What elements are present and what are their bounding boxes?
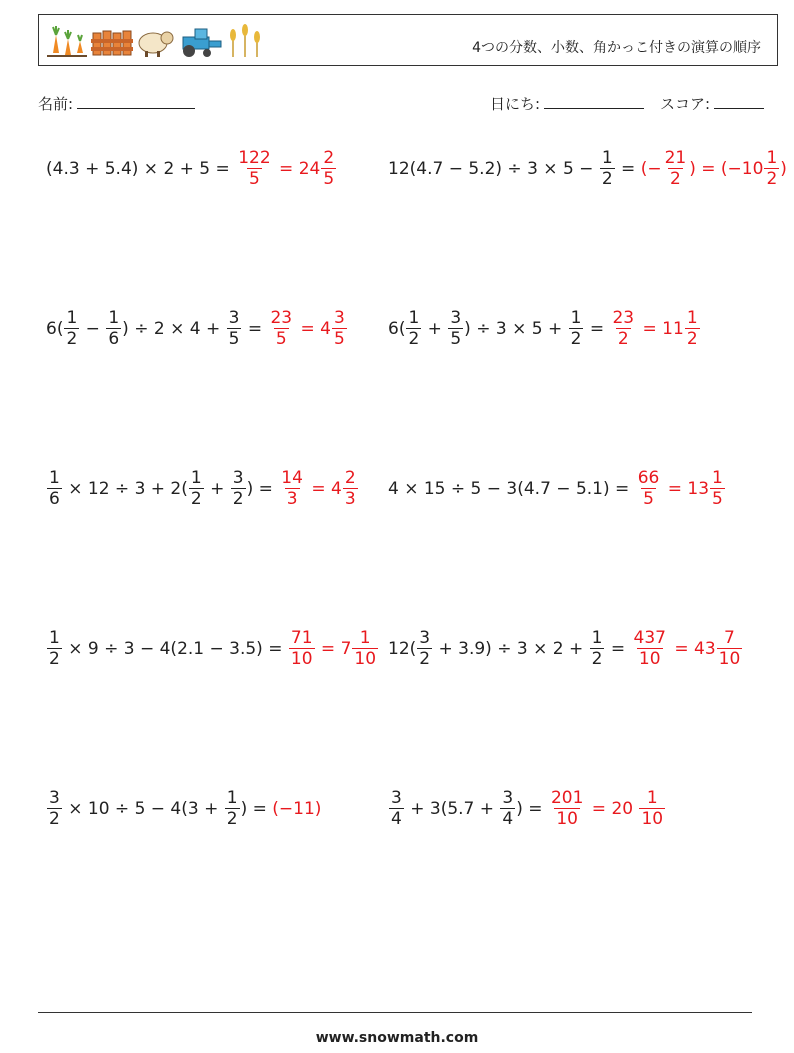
problem-p4: [388, 308, 701, 349]
denominator: 2: [49, 649, 60, 669]
fence-icon: [91, 31, 133, 55]
numerator: 21: [664, 148, 687, 168]
denominator: 2: [591, 649, 603, 669]
numerator: 66: [637, 468, 660, 488]
numerator: 201: [550, 788, 584, 808]
numerator: 3: [502, 788, 514, 808]
answer-fraction: [610, 308, 636, 349]
expression-text: ) ÷ 3 × 5 +: [464, 318, 568, 339]
problem-p5: [46, 468, 359, 509]
denominator: 2: [419, 649, 431, 669]
denominator: 10: [638, 649, 661, 669]
answer-text: = 7: [315, 638, 352, 659]
problem-p2: [388, 148, 787, 189]
answer-fraction: [685, 308, 700, 349]
denominator: 6: [49, 489, 60, 509]
fraction: [417, 628, 432, 669]
numerator: 437: [633, 628, 666, 648]
answer-fraction: [549, 788, 585, 829]
fraction: [448, 308, 463, 349]
numerator: 1: [570, 308, 582, 328]
denominator: 2: [49, 809, 60, 829]
denominator: 2: [232, 489, 244, 509]
expression-text: 12(: [388, 638, 417, 659]
numerator: 2: [323, 148, 335, 168]
answer-fraction: [710, 468, 725, 509]
numerator: 14: [281, 468, 303, 488]
denominator: 2: [190, 489, 202, 509]
answer-text: = 13: [662, 478, 710, 499]
denominator: 2: [766, 169, 778, 189]
fraction: [389, 788, 404, 829]
answer-text: = 11: [637, 318, 684, 339]
fraction: [500, 788, 515, 829]
expression-text: 4 × 15 ÷ 5 − 3(4.7 − 5.1) =: [388, 478, 635, 499]
problem-p8: [388, 628, 743, 669]
fraction: [47, 468, 62, 509]
numerator: 7: [724, 628, 735, 648]
fraction: [406, 308, 421, 349]
denominator: 5: [249, 169, 260, 189]
expression-text: +: [204, 478, 230, 499]
problem-p9: [46, 788, 321, 829]
fraction: [47, 628, 62, 669]
carrots-icon: [47, 26, 87, 56]
expression-text: 6(: [46, 318, 64, 339]
fraction: [600, 148, 615, 189]
expression-text: ) =: [246, 478, 279, 499]
score-blank[interactable]: [714, 94, 764, 109]
fraction: [189, 468, 204, 509]
expression-text: +: [422, 318, 448, 339]
answer-fraction: [764, 148, 779, 189]
expression-text: ) =: [516, 798, 548, 819]
denominator: 2: [601, 169, 613, 189]
expression-text: =: [242, 318, 268, 339]
numerator: 1: [712, 468, 723, 488]
answer-fraction: [268, 308, 294, 349]
expression-text: 6(: [388, 318, 406, 339]
problem-p3: [46, 308, 348, 349]
expression-text: + 3(5.7 +: [404, 798, 500, 819]
denominator: 5: [275, 329, 287, 349]
worksheet-title: 4つの分数、小数、角かっこ付きの演算の順序: [472, 40, 761, 56]
fraction: [225, 788, 240, 829]
expression-text: 12(4.7 − 5.2) ÷ 3 × 5 −: [388, 158, 599, 179]
date-field: [490, 93, 644, 114]
denominator: 2: [617, 329, 629, 349]
denominator: 5: [450, 329, 462, 349]
numerator: 1: [49, 628, 60, 648]
numerator: 1: [766, 148, 778, 168]
denominator: 5: [712, 489, 723, 509]
problem-p7: [46, 628, 379, 669]
problem-p6: [388, 468, 726, 509]
fraction: [590, 628, 605, 669]
expression-text: =: [605, 638, 631, 659]
numerator: 1: [226, 788, 238, 808]
denominator: 5: [643, 489, 654, 509]
numerator: 1: [49, 468, 60, 488]
answer-fraction: [343, 468, 358, 509]
numerator: 3: [49, 788, 60, 808]
answer-text: ): [780, 158, 787, 179]
numerator: 3: [334, 308, 345, 328]
numerator: 1: [66, 308, 78, 328]
numerator: 71: [290, 628, 313, 648]
name-label: 名前:: [38, 95, 74, 113]
footer-site: www.snowmath.com: [315, 1030, 479, 1046]
problem-p10: [388, 788, 666, 829]
footer-divider: [38, 1012, 752, 1013]
numerator: 1: [686, 308, 698, 328]
denominator: 10: [556, 809, 578, 829]
answer-fraction: [236, 148, 272, 189]
numerator: 2: [344, 468, 356, 488]
expression-text: =: [584, 318, 610, 339]
fraction: [231, 468, 246, 509]
name-blank[interactable]: [77, 94, 195, 109]
denominator: 3: [344, 489, 356, 509]
numerator: 1: [190, 468, 202, 488]
expression-text: × 10 ÷ 5 − 4(3 +: [62, 798, 224, 819]
expression-text: (4.3 + 5.4) × 2 + 5 =: [46, 158, 236, 179]
denominator: 2: [686, 329, 698, 349]
answer-fraction: [663, 148, 689, 189]
fraction: [64, 308, 79, 349]
denominator: 10: [718, 649, 741, 669]
denominator: 2: [670, 169, 681, 189]
fraction: [227, 308, 242, 349]
expression-text: ) ÷ 2 × 4 +: [122, 318, 226, 339]
numerator: 23: [270, 308, 293, 328]
wheat-icon: [230, 24, 260, 57]
fraction: [106, 308, 121, 349]
numerator: 3: [419, 628, 431, 648]
answer-fraction: [352, 628, 378, 669]
answer-fraction: [636, 468, 662, 509]
numerator: 1: [601, 148, 613, 168]
numerator: 3: [232, 468, 244, 488]
name-field: [38, 93, 195, 114]
answer-fraction: [639, 788, 665, 829]
denominator: 6: [108, 329, 120, 349]
sheep-icon: [139, 32, 173, 57]
answer-text: = 43: [668, 638, 716, 659]
answer-text: = 4: [305, 478, 342, 499]
score-label: スコア:: [660, 95, 711, 113]
denominator: 10: [354, 649, 377, 669]
answer-text: (−: [640, 158, 662, 179]
numerator: 122: [238, 148, 271, 168]
answer-text: = 4: [295, 318, 331, 339]
worksheet-header: [38, 14, 778, 66]
answer-fraction: [321, 148, 336, 189]
denominator: 2: [66, 329, 78, 349]
fraction: [47, 788, 62, 829]
farm-icons: [45, 23, 275, 59]
answer-text: ) = (−10: [689, 158, 764, 179]
answer-text: = 20: [586, 798, 639, 819]
expression-text: ) =: [240, 798, 273, 819]
numerator: 1: [408, 308, 420, 328]
expression-text: −: [80, 318, 106, 339]
numerator: 1: [591, 628, 603, 648]
answer-fraction: [332, 308, 347, 349]
answer-fraction: [289, 628, 315, 669]
answer-text: (−11): [272, 798, 322, 819]
expression-text: × 12 ÷ 3 + 2(: [62, 478, 188, 499]
answer-fraction: [717, 628, 743, 669]
answer-fraction: [279, 468, 305, 509]
denominator: 5: [334, 329, 345, 349]
answer-text: = 24: [273, 158, 321, 179]
denominator: 2: [570, 329, 582, 349]
fraction: [569, 308, 584, 349]
numerator: 3: [391, 788, 402, 808]
denominator: 10: [290, 649, 313, 669]
score-field: [660, 93, 764, 114]
denominator: 3: [286, 489, 298, 509]
denominator: 2: [226, 809, 238, 829]
numerator: 3: [450, 308, 462, 328]
denominator: 4: [502, 809, 514, 829]
answer-fraction: [632, 628, 668, 669]
numerator: 3: [228, 308, 240, 328]
date-blank[interactable]: [544, 94, 644, 109]
tractor-icon: [183, 29, 221, 57]
expression-text: + 3.9) ÷ 3 × 2 +: [433, 638, 589, 659]
numerator: 23: [612, 308, 635, 328]
expression-text: × 9 ÷ 3 − 4(2.1 − 3.5) =: [62, 638, 288, 659]
denominator: 4: [391, 809, 402, 829]
numerator: 1: [108, 308, 120, 328]
problem-p1: [46, 148, 337, 189]
denominator: 2: [408, 329, 420, 349]
date-label: 日にち:: [490, 95, 541, 113]
denominator: 5: [323, 169, 335, 189]
denominator: 10: [641, 809, 664, 829]
denominator: 5: [228, 329, 240, 349]
numerator: 1: [646, 788, 658, 808]
numerator: 1: [359, 628, 371, 648]
expression-text: =: [615, 158, 641, 179]
